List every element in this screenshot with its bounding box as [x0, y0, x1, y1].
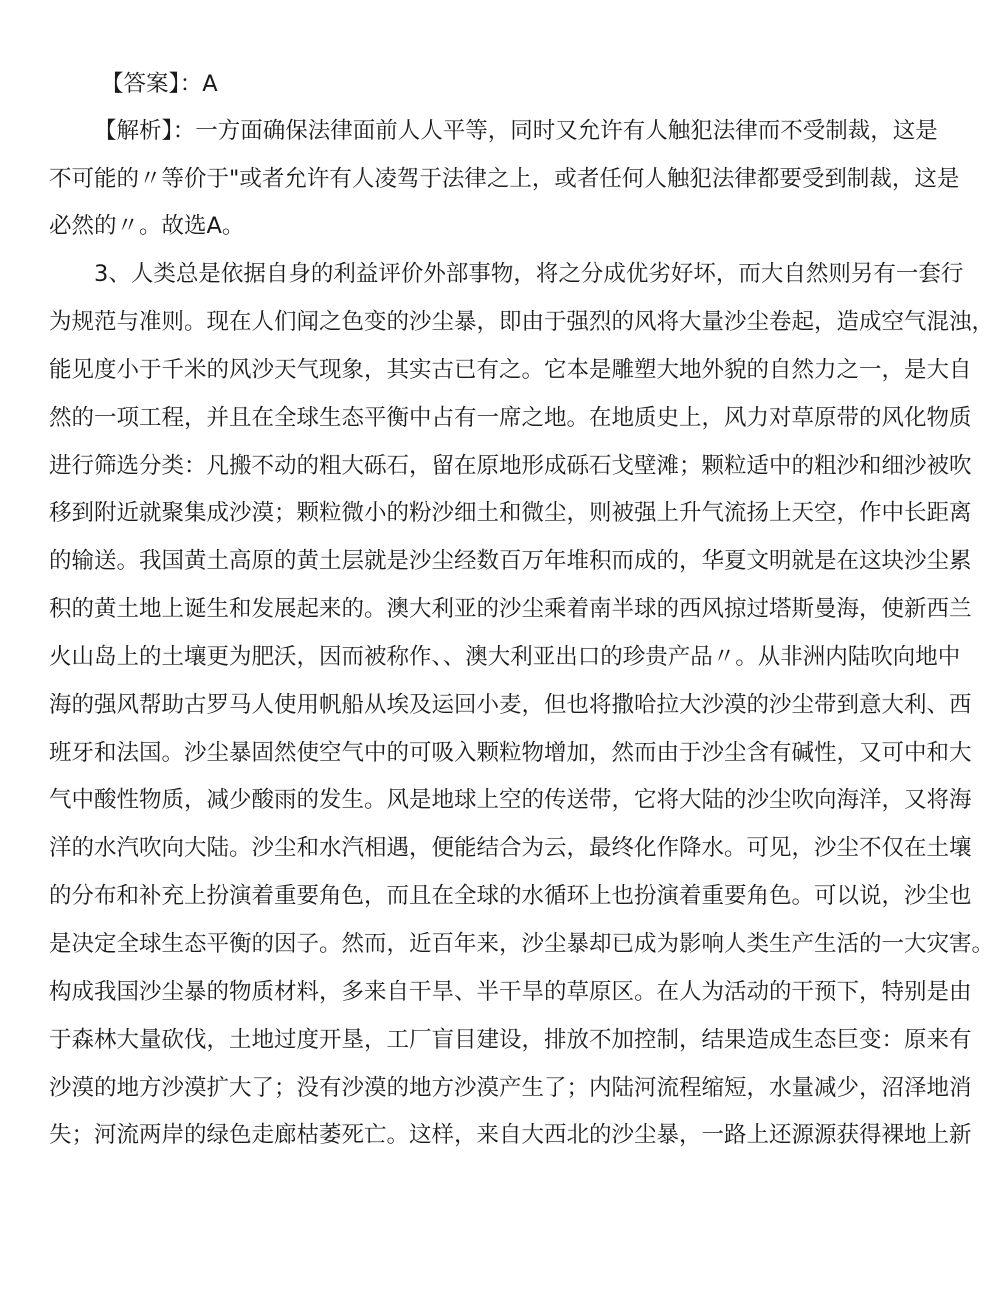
analysis-line: 【解析】：一方面确保法律面前人人平等，同时又允许有人触犯法律而不受制裁，这是 [94, 118, 938, 144]
question-paragraph-line: 于森林大量砍伐，土地过度开垦，工厂盲目建设，排放不加控制，结果造成生态巨变：原来有 [49, 1027, 972, 1053]
question-paragraph-line: 3、人类总是依据自身的利益评价外部事物，将之分成优劣好坏，而大自然则另有一套行 [94, 261, 964, 287]
analysis-line: 不可能的〃等价于"或者允许有人凌驾于法律之上，或者任何人触犯法律都要受到制裁，这是 [49, 166, 960, 192]
question-paragraph-line: 洋的水汽吹向大陆。沙尘和水汽相遇，便能结合为云，最终化作降水。可见，沙尘不仅在土壤 [49, 835, 972, 861]
question-paragraph-line: 然的一项工程，并且在全球生态平衡中占有一席之地。在地质史上，风力对草原带的风化物质 [49, 405, 972, 431]
question-paragraph-line: 的分布和补充上扮演着重要角色，而且在全球的水循环上也扮演着重要角色。可以说，沙尘也 [49, 883, 972, 909]
question-paragraph-line: 沙漠的地方沙漠扩大了；没有沙漠的地方沙漠产生了；内陆河流程缩短，水量减少，沼泽地消 [49, 1075, 972, 1101]
question-paragraph-line: 积的黄土地上诞生和发展起来的。澳大利亚的沙尘乘着南半球的西风掠过塔斯曼海，使新西兰 [49, 596, 972, 622]
question-paragraph-line: 移到附近就聚集成沙漠；颗粒微小的粉沙细土和微尘，则被强上升气流扬上天空，作中长距离 [49, 500, 972, 526]
answer-line: 【答案】：A [101, 71, 218, 97]
question-paragraph-line: 班牙和法国。沙尘暴固然使空气中的可吸入颗粒物增加，然而由于沙尘含有碱性，又可中和大 [49, 740, 972, 766]
analysis-line: 必然的〃。故选A。 [49, 213, 245, 239]
question-paragraph-line: 为规范与准则。现在人们闻之色变的沙尘暴，即由于强烈的风将大量沙尘卷起，造成空气混浊， [49, 309, 994, 335]
question-paragraph-line: 进行筛选分类：凡搬不动的粗大砾石，留在原地形成砾石戈壁滩；颗粒适中的粗沙和细沙被吹 [49, 453, 972, 479]
question-paragraph-line: 气中酸性物质，减少酸雨的发生。风是地球上空的传送带，它将大陆的沙尘吹向海洋，又将海 [49, 787, 972, 813]
question-paragraph-line: 海的强风帮助古罗马人使用帆船从埃及运回小麦，但也将撒哈拉大沙漠的沙尘带到意大利、西 [49, 692, 972, 718]
question-paragraph-line: 能见度小于千米的风沙天气现象，其实古已有之。它本是雕塑大地外貌的自然力之一，是大自 [49, 357, 972, 383]
question-paragraph-line: 构成我国沙尘暴的物质材料，多来自干旱、半干旱的草原区。在人为活动的干预下，特别是由 [49, 979, 972, 1005]
question-paragraph-line: 是决定全球生态平衡的因子。然而，近百年来，沙尘暴却已成为影响人类生产生活的一大灾害。 [49, 931, 994, 957]
question-paragraph-line: 的输送。我国黄土高原的黄土层就是沙尘经数百万年堆积而成的，华夏文明就是在这块沙尘累 [49, 548, 972, 574]
question-paragraph-line: 火山岛上的土壤更为肥沃，因而被称作、、澳大利亚出口的珍贵产品〃。从非洲内陆吹向地中 [49, 644, 961, 670]
question-paragraph-line: 失；河流两岸的绿色走廊枯萎死亡。这样，来自大西北的沙尘暴，一路上还源源获得裸地上新 [49, 1122, 972, 1148]
